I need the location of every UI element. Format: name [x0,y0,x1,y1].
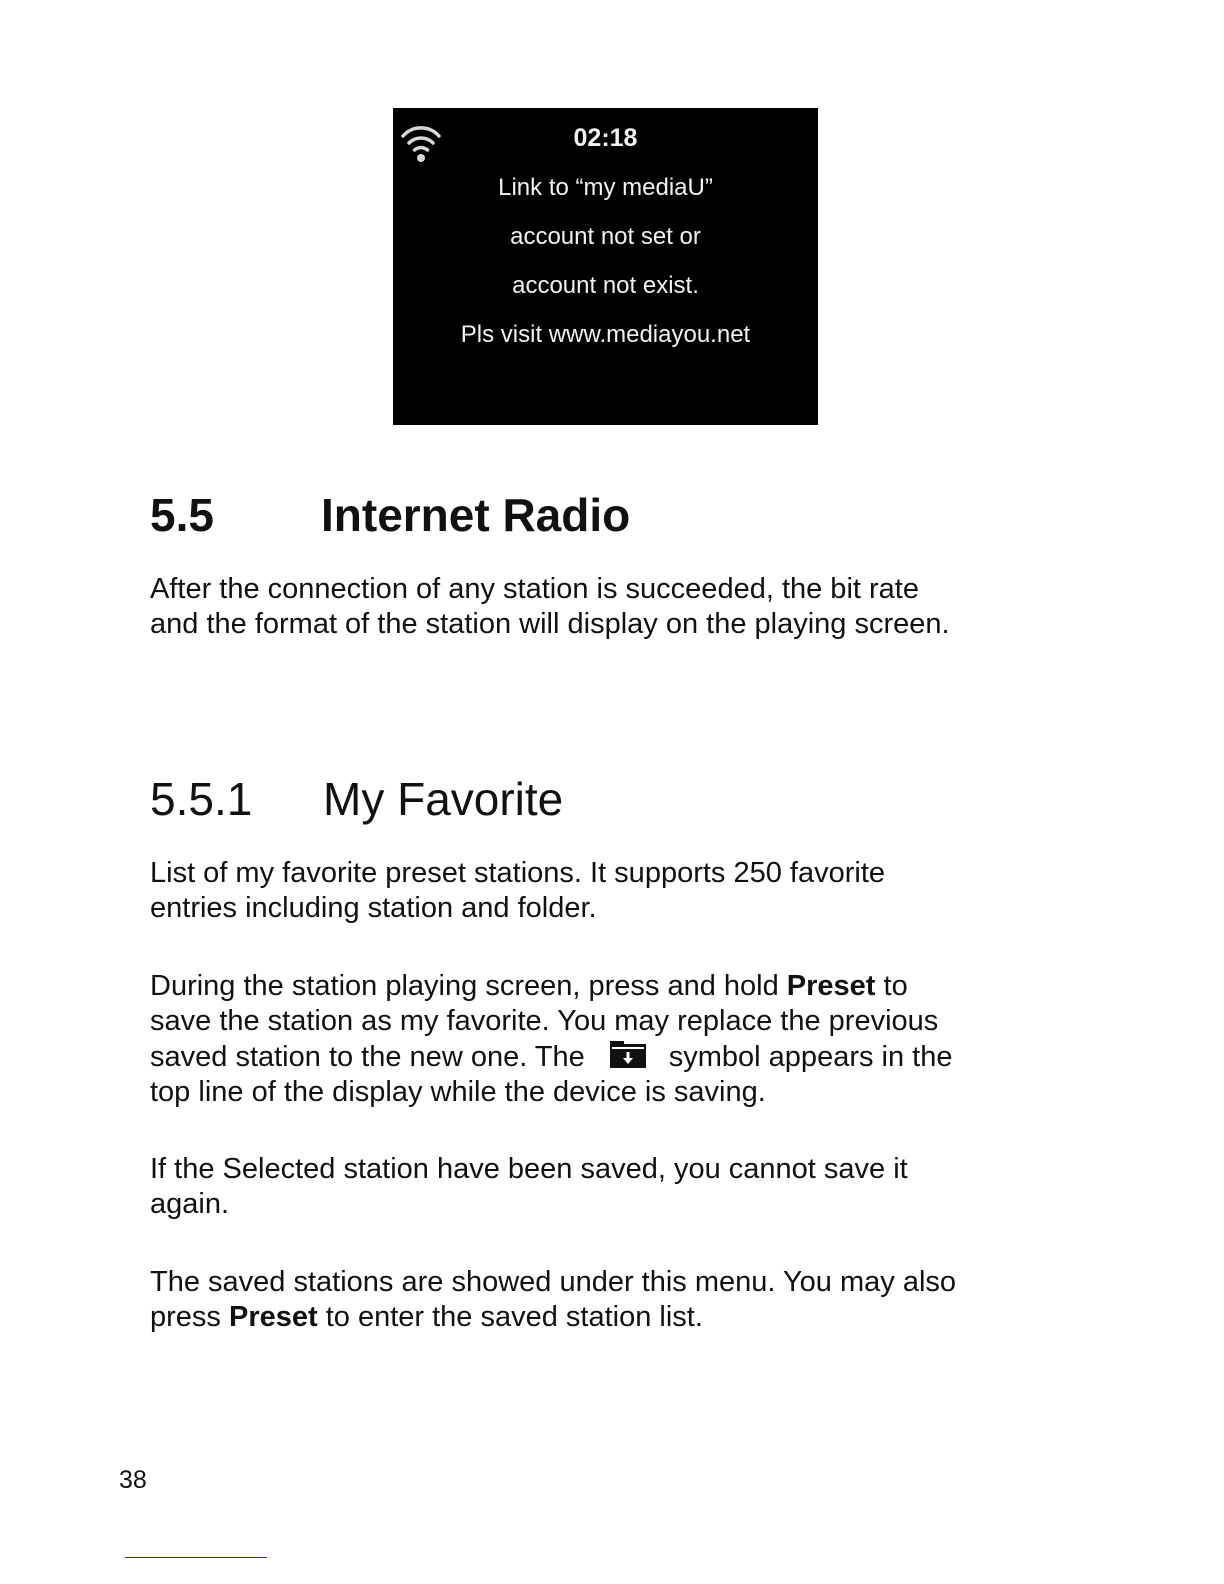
paragraph-line: If the Selected station have been saved, you cannot save it [150,1153,908,1185]
text-run: to enter the saved station list. [317,1301,703,1333]
screen-clock: 02:18 [573,124,638,152]
subsection-title: My Favorite [323,773,564,825]
footer-rule [125,1557,267,1558]
paragraph-line: List of my favorite preset stations. It supports 250 favorite [150,857,886,889]
favorite-paragraph-4 [150,1265,956,1335]
screen-message-line: Pls visit www.mediayou.net [460,321,751,348]
favorite-paragraph-2 [150,969,952,1110]
paragraph-line [150,969,952,1004]
favorite-paragraph-3 [150,1152,908,1222]
text-run: press [150,1301,229,1333]
device-screen [393,108,818,425]
paragraph-line: save the station as my favorite. You may replace the previous [150,1005,939,1037]
text-run: symbol appears in the [668,1041,953,1073]
screen-message-line: account not set or [510,223,701,250]
section-title: Internet Radio [321,489,631,541]
paragraph-line [150,1300,956,1335]
text-run: saved station to the new one. The [150,1041,585,1073]
section-number: 5.5 [150,489,214,541]
text-run: to [875,970,908,1002]
paragraph-line [150,1039,952,1075]
subsection-number: 5.5.1 [150,773,253,825]
paragraph-line: and the format of the station will display on the playing screen. [150,608,950,640]
paragraph-line: After the connection of any station is succeeded, the bit rate [150,573,919,605]
text-run: During the station playing screen, press and hold [150,970,787,1002]
screen-message-line: account not exist. [512,272,699,299]
paragraph-line: entries including station and folder. [150,892,597,924]
paragraph-line: The saved stations are showed under this menu. You may also [150,1266,957,1298]
save-folder-icon [609,1039,647,1069]
paragraph-line: top line of the display while the device is saving. [150,1076,766,1108]
section-paragraph [150,572,950,642]
page-number: 38 [119,1466,147,1494]
paragraph-line: again. [150,1188,230,1220]
preset-keyword: Preset [786,970,876,1002]
screen-message-line: Link to “my mediaU” [498,174,713,201]
favorite-paragraph-1 [150,856,885,926]
preset-keyword: Preset [228,1301,318,1333]
